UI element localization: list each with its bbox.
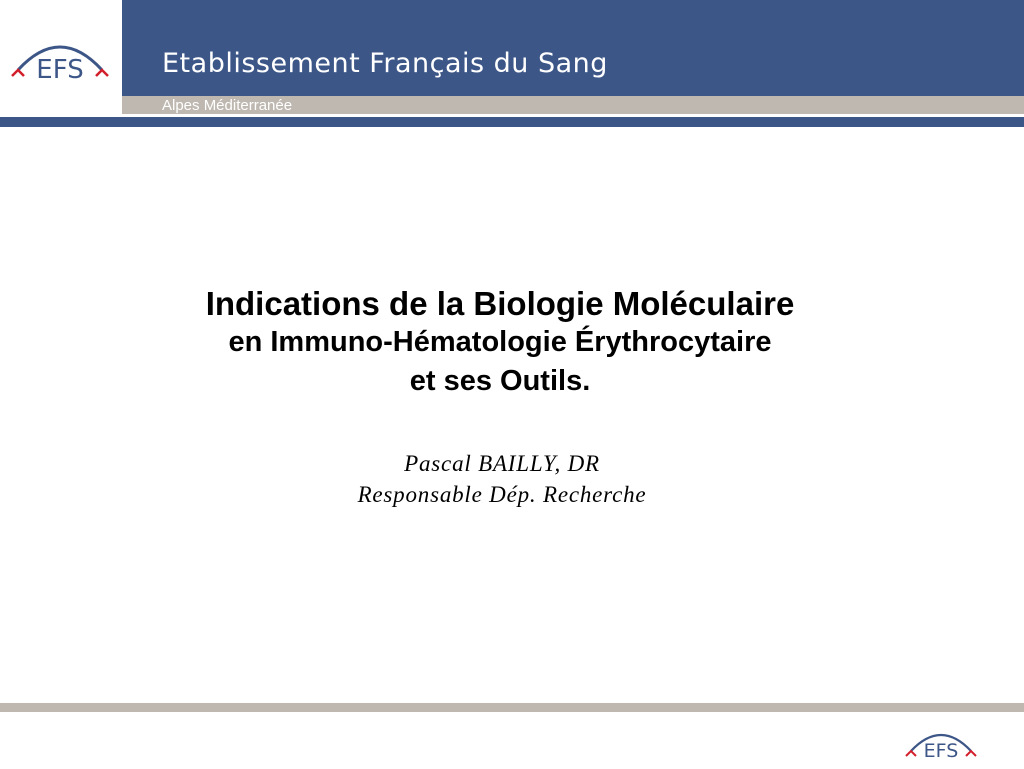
- slide-title-line3: et ses Outils.: [409, 365, 591, 397]
- slide-title: [0, 284, 1000, 402]
- slide-title-line1: Indications de la Biologie Moléculaire: [205, 285, 795, 322]
- header-title: Etablissement Français du Sang: [162, 48, 608, 79]
- author-name: Pascal BAILLY, DR: [404, 451, 600, 476]
- author-block: [0, 448, 1004, 510]
- footer-rule: [0, 703, 1024, 712]
- efs-footer-logo-text: EFS: [923, 740, 959, 762]
- efs-logo-text: EFS: [36, 55, 84, 85]
- author-role: Responsable Dép. Recherche: [357, 482, 647, 507]
- header-subtitle: Alpes Méditerranée: [162, 97, 293, 114]
- header-rule: [0, 117, 1024, 127]
- slide-title-line2: en Immuno-Hématologie Érythrocytaire: [228, 326, 772, 358]
- efs-logo: [8, 30, 112, 86]
- efs-footer-logo: [904, 719, 978, 763]
